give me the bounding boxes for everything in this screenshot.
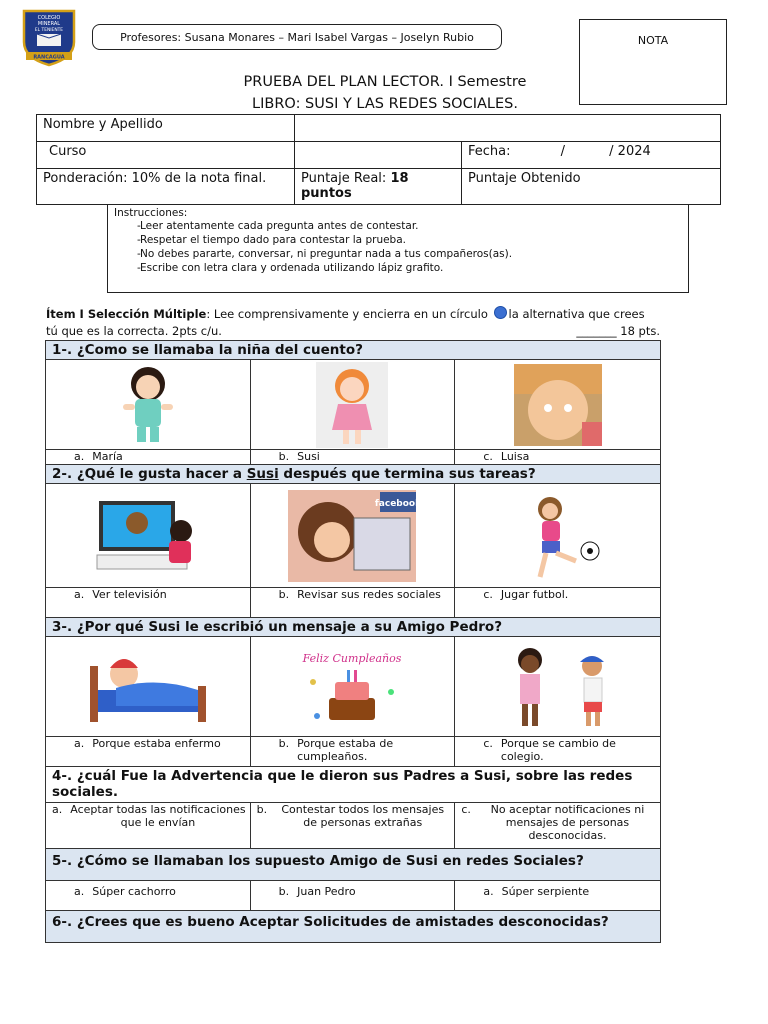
option-image[interactable] — [250, 360, 455, 450]
item-heading: Ítem I Selección Múltiple — [46, 307, 207, 321]
option-text: Luisa — [500, 450, 530, 463]
option-c[interactable] — [455, 803, 661, 849]
option-c[interactable] — [455, 737, 661, 767]
option-image[interactable] — [46, 360, 251, 450]
option-c[interactable] — [455, 881, 661, 911]
child-watching-tv-icon — [95, 493, 201, 579]
instruction-item: - No debes pararte, conversar, ni preguntar nada a tus compañeros(as). — [114, 247, 682, 261]
cake-greeting: Feliz Cumpleaños — [303, 651, 402, 665]
weight-label: Ponderación: 10% de la nota final. — [37, 169, 295, 205]
option-letter: c. — [483, 737, 493, 750]
course-field[interactable] — [295, 142, 462, 169]
grade-box: NOTA — [579, 19, 727, 105]
option-image[interactable] — [46, 637, 251, 737]
question-underlined: Susi — [246, 466, 279, 482]
girl-playing-soccer-icon — [508, 491, 608, 581]
option-image[interactable] — [46, 484, 251, 588]
option-letter: c. — [483, 450, 493, 463]
girl-using-facebook-icon — [288, 490, 422, 582]
question-text: después que termina sus tareas? — [278, 466, 536, 482]
option-letter: a. — [74, 588, 85, 601]
girl-face-closeup-icon — [514, 364, 602, 446]
two-children-talking-icon — [496, 642, 620, 732]
option-letter: a. — [52, 803, 63, 816]
option-text: Revisar sus redes sociales — [297, 588, 441, 601]
option-letter: b. — [278, 885, 290, 898]
item-points: _______ 18 pts. — [576, 324, 660, 338]
instruction-item: - Leer atentamente cada pregunta antes de contestar. — [114, 219, 682, 233]
real-score-value: 18 puntos — [301, 171, 409, 201]
instructions-box — [107, 204, 689, 293]
option-a[interactable] — [46, 450, 251, 465]
option-c[interactable] — [455, 588, 661, 618]
option-text: Jugar futbol. — [500, 588, 569, 601]
option-b[interactable] — [250, 803, 455, 849]
question-2 — [46, 465, 661, 484]
svg-text:MINERAL: MINERAL — [37, 21, 61, 27]
svg-text:COLEGIO: COLEGIO — [37, 15, 61, 21]
option-image[interactable] — [250, 637, 455, 737]
option-a[interactable] — [46, 588, 251, 618]
item-intro — [46, 306, 660, 340]
sick-boy-in-bed-icon — [86, 646, 210, 728]
option-text: Contestar todos los mensajes de personas extrañas — [281, 803, 445, 829]
question-4: 4-. ¿cuál Fue la Advertencia que le dieron sus Padres a Susi, sobre las redes sociales. — [46, 767, 661, 803]
item-text-after: la alternativa que crees tú que es la correcta. 2pts c/u. — [46, 307, 645, 338]
test-title: PRUEBA DEL PLAN LECTOR. I Semestre — [243, 74, 527, 90]
option-a[interactable] — [46, 737, 251, 767]
item-text-before: : Lee comprensivamente y encierra en un círculo — [206, 307, 488, 321]
option-a[interactable] — [46, 803, 251, 849]
question-3: 3-. ¿Por qué Susi le escribió un mensaje a su Amigo Pedro? — [46, 618, 661, 637]
option-letter: a. — [74, 885, 85, 898]
instruction-item: - Escribe con letra clara y ordenada utilizando lápiz grafito. — [114, 261, 682, 275]
question-text: 2-. ¿Qué le gusta hacer a — [52, 466, 247, 482]
blue-circle-icon — [494, 306, 507, 319]
option-text: María — [92, 450, 123, 463]
facebook-label: facebook — [375, 498, 422, 509]
option-letter: c. — [461, 803, 471, 816]
question-6: 6-. ¿Crees que es bueno Aceptar Solicitudes de amistades desconocidas? — [46, 911, 661, 943]
name-label: Nombre y Apellido — [37, 115, 295, 142]
date-label: Fecha: — [468, 144, 511, 159]
option-text: Susi — [297, 450, 320, 463]
option-text: Súper serpiente — [501, 885, 590, 898]
option-b[interactable] — [250, 737, 455, 767]
option-b[interactable] — [250, 881, 455, 911]
option-b[interactable] — [250, 450, 455, 465]
book-title: LIBRO: SUSI Y LAS REDES SOCIALES. — [252, 96, 518, 112]
option-a[interactable] — [46, 881, 251, 911]
option-image[interactable] — [250, 484, 455, 588]
school-crest-logo — [20, 8, 78, 66]
option-letter: b. — [278, 588, 290, 601]
question-5: 5-. ¿Cómo se llamaban los supuesto Amigo de Susi en redes Sociales? — [46, 849, 661, 881]
real-score — [295, 169, 462, 205]
option-text: Porque se cambio de colegio. — [500, 737, 616, 763]
girl-pink-dress-icon — [316, 362, 388, 448]
question-1: 1-. ¿Como se llamaba la niña del cuento? — [46, 341, 661, 360]
option-letter: b. — [256, 803, 268, 816]
date-field[interactable] — [462, 142, 721, 169]
course-label: Curso — [37, 142, 295, 169]
option-letter: a. — [74, 737, 85, 750]
girl-blue-overalls-icon — [113, 364, 183, 446]
option-image[interactable] — [455, 360, 661, 450]
option-b[interactable] — [250, 588, 455, 618]
option-image[interactable] — [455, 637, 661, 737]
name-field[interactable] — [295, 115, 721, 142]
instruction-item: - Respetar el tiempo dado para contestar la prueba. — [114, 233, 682, 247]
svg-text:EL TENIENTE: EL TENIENTE — [34, 28, 64, 33]
option-text: No aceptar notificaciones ni mensajes de personas desconocidas. — [490, 803, 645, 842]
real-score-label: Puntaje Real: — [301, 171, 387, 186]
quiz-table — [45, 340, 661, 943]
option-image[interactable] — [455, 484, 661, 588]
date-sep-1: / — [560, 144, 566, 159]
option-letter: c. — [483, 588, 493, 601]
option-text: Súper cachorro — [92, 885, 176, 898]
option-letter: a. — [74, 450, 85, 463]
option-text: Aceptar todas las notificaciones que le envían — [70, 803, 246, 829]
student-info-table — [36, 114, 721, 205]
option-letter: b. — [278, 450, 290, 463]
teachers-box: Profesores: Susana Monares – Mari Isabel Vargas – Joselyn Rubio — [92, 24, 502, 50]
option-letter: b. — [278, 737, 290, 750]
option-text: Porque estaba de cumpleaños. — [297, 737, 394, 763]
option-letter: a. — [483, 885, 494, 898]
svg-text:RANCAGUA: RANCAGUA — [33, 54, 65, 61]
option-text: Juan Pedro — [297, 885, 356, 898]
date-sep-2: / 2024 — [609, 144, 651, 159]
option-text: Porque estaba enfermo — [92, 737, 221, 750]
obtained-score: Puntaje Obtenido — [462, 169, 721, 205]
birthday-cake-icon — [299, 642, 405, 732]
instructions-title: Instrucciones: — [114, 207, 188, 219]
option-c[interactable] — [455, 450, 661, 465]
option-text: Ver televisión — [92, 588, 167, 601]
